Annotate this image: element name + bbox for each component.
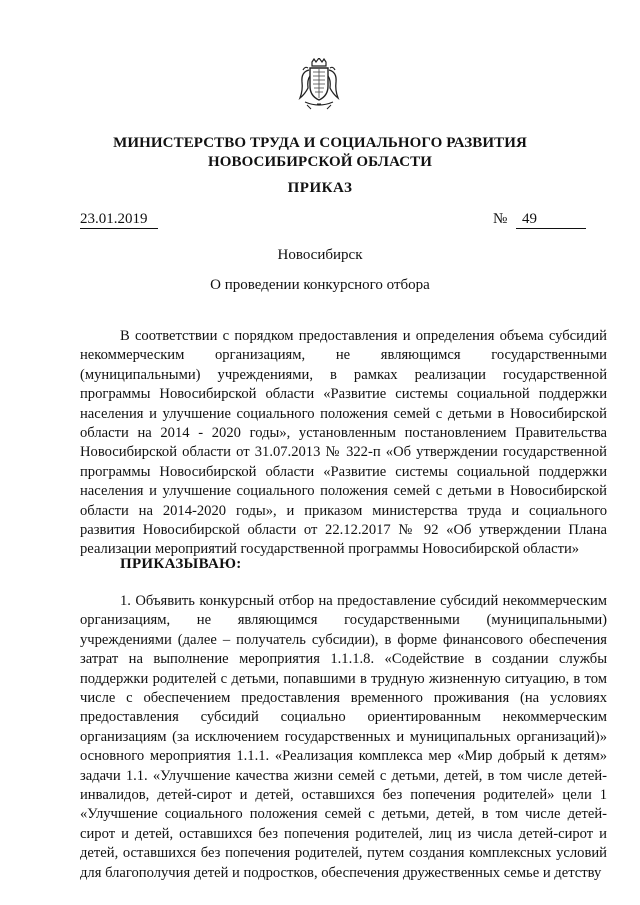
item-1-paragraph: 1. Объявить конкурсный отбор на предоставление субсидий некоммерческим организациям, не являющимся государственными (муниципальными) учреждениями (далее – получатель субсидии), в форме финансового обеспечения затрат на выполнение мероприятия 1.1.1.8. «Содействие в создании службы поддержки родителей с детьми, попавшими в трудную жизненную ситуацию, в том числе с обеспечением предоставления временного проживания (на условиях предоставления субсидий социально ориентированным некоммерческим организациям (за исключением государственных и муниципальных организаций)» основного мероприятия 1.1.1. «Реализация комплекса мер «Мир добрый к детям» задачи 1.1. «Улучшение качества жизни семей с детьми, детей, в том числе детей-инвалидов, детей-сирот и детей, оставшихся без попечения родителей» цели 1 «Улучшение социального положения семей с детьми, детей, в том числе детей-сирот и детей, оставшихся без попечения родителей, лиц из числа детей-сирот и детей, оставшихся без попечения родителей, путем создания комплексных условий для благополучия детей и подростков, обеспечения дружественных семье и детству <box>80 593 607 881</box>
novosibirsk-coat-of-arms-icon <box>297 58 341 110</box>
order-number: 49 <box>516 210 586 229</box>
preamble-paragraph: В соответствии с порядком предоставления и определения объема субсидий некоммерческим организациям, не являющимся государственными (муниципальными) учреждениями, в рамках реализации государственной программы Новосибирской области «Развитие системы социальной поддержки населения и улучшение социального положения семей с детьми в Новосибирской области на 2014 - 2020 годы», установленным постановлением Правительства Новосибирской области от 31.07.2013 № 322-п «Об утверждении государственной программы Новосибирской области «Развитие системы социальной поддержки населения и улучшение социального положения семей с детьми в Новосибирской области на 2014-2020 годы», и приказом министерства труда и социального развития Новосибирской области от 22.12.2017 № 92 «Об утверждении Плана реализации мероприятий государственной программы Новосибирской области» <box>80 328 607 558</box>
decree-heading: ПРИКАЗЫВАЮ: <box>120 556 242 572</box>
number-sign: № <box>493 211 508 227</box>
document-type: ПРИКАЗ <box>287 180 353 196</box>
ministry-name-line1: МИНИСТЕРСТВО ТРУДА И СОЦИАЛЬНОГО РАЗВИТИЯ <box>113 135 527 151</box>
order-subject: О проведении конкурсного отбора <box>210 277 430 293</box>
ministry-name <box>60 134 580 172</box>
ministry-name-line2: НОВОСИБИРСКОЙ ОБЛАСТИ <box>207 154 433 170</box>
order-date: 23.01.2019 <box>80 210 158 229</box>
city-name: Новосибирск <box>277 247 363 263</box>
